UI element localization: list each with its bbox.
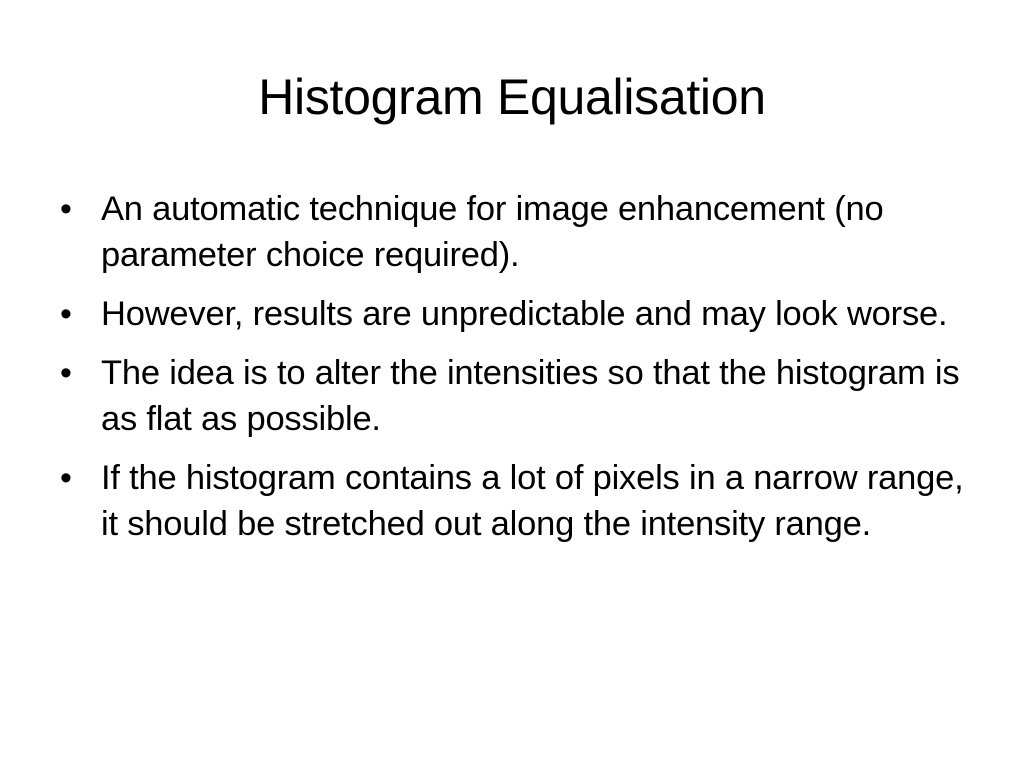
bullet-point-icon: •: [60, 459, 72, 497]
bullet-item: [60, 455, 970, 547]
bullet-text: If the histogram contains a lot of pixels in a narrow range, it should be stretched out along the intensity range.: [101, 459, 964, 543]
bullet-list: [60, 186, 970, 560]
bullet-item: [60, 291, 970, 337]
bullet-item: [60, 350, 970, 442]
bullet-point-icon: •: [60, 190, 72, 228]
bullet-point-icon: •: [60, 354, 72, 392]
bullet-point-icon: •: [60, 295, 72, 333]
bullet-text: The idea is to alter the intensities so that the histogram is as flat as possible.: [101, 354, 960, 438]
slide-title: Histogram Equalisation: [258, 69, 766, 125]
bullet-text: However, results are unpredictable and may look worse.: [101, 295, 948, 333]
bullet-text: An automatic technique for image enhancement (no parameter choice required).: [101, 190, 884, 274]
bullet-item: [60, 186, 970, 278]
